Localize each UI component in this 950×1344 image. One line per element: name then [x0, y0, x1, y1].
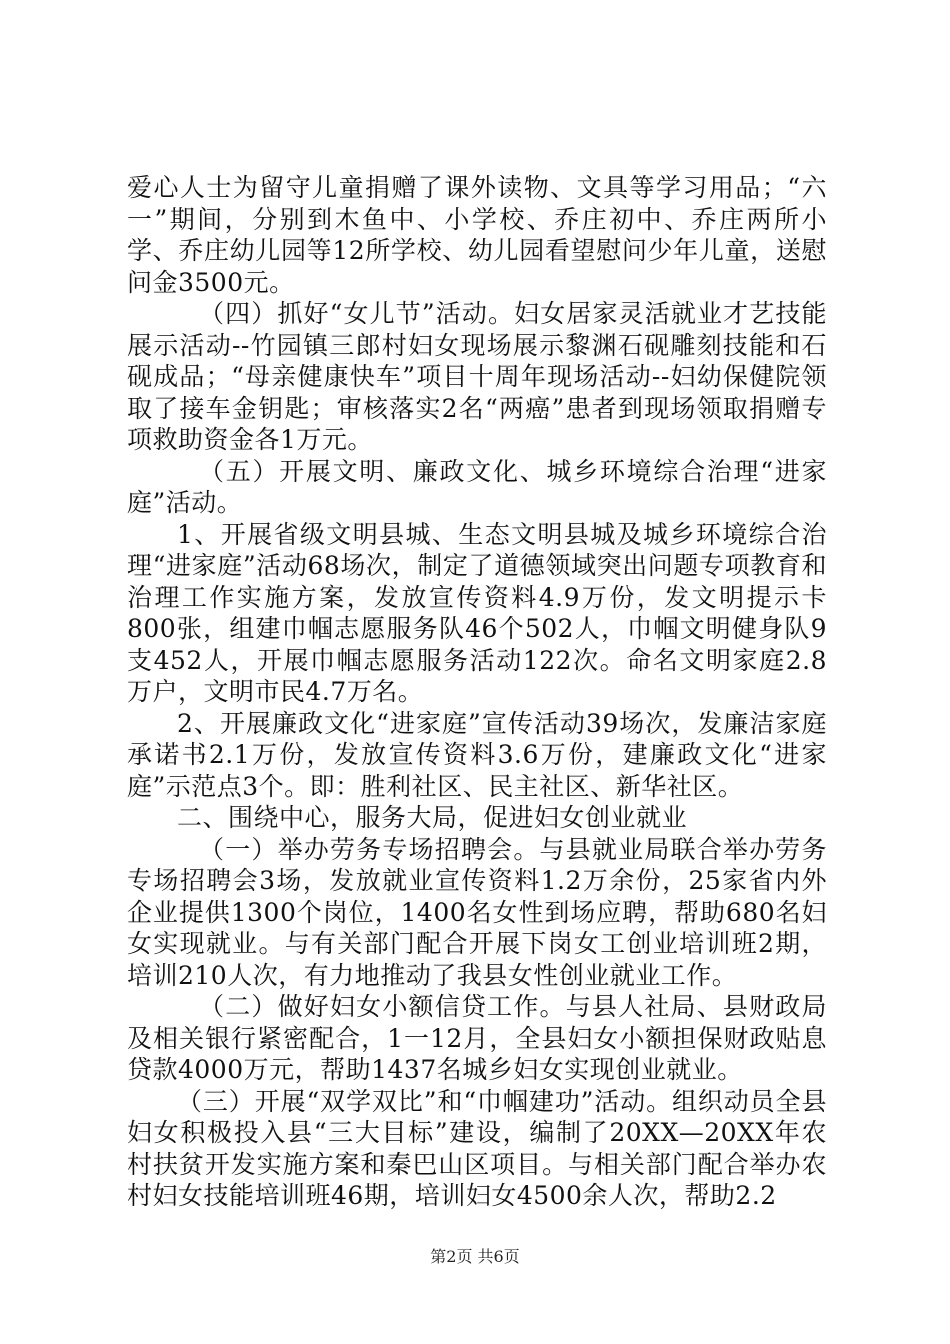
paragraph-subsection-3: （三）开展“双学双比”和“巾帼建功”活动。组织动员全县妇女积极投入县“三大目标”建设，编制了20XX—20XX年农村扶贫开发实施方案和秦巴山区项目。与相关部门配合举办农村妇女技能培训班46期，培训妇女4500余人次，帮助2.2: [127, 1086, 827, 1210]
heading-section-2: 二、围绕中心，服务大局，促进妇女创业就业: [177, 803, 688, 832]
paragraph-section-4: （四）抓好“女儿节”活动。妇女居家灵活就业才艺技能展示活动--竹园镇三郎村妇女现场展示黎渊石砚雕刻技能和石砚成品；“母亲健康快车”项目十周年现场活动--妇幼保健院领取了接车金钥匙；审核落实2名“两癌”患者到现场领取捐赠专项救助资金各1万元。: [127, 299, 827, 454]
paragraph-subsection-1: （一）举办劳务专场招聘会。与县就业局联合举办劳务专场招聘会3场，发放就业宣传资料1.2万余份，25家省内外企业提供1300个岗位，1400名女性到场应聘，帮助680名妇女实现就业。与有关部门配合开展下岗女工创业培训班2期，培训210人次，有力地推动了我县女性创业就业工作。: [127, 834, 827, 990]
page-number-footer: 第2页 共6页: [430, 1247, 520, 1266]
paragraph-continuation: 爱心人士为留守儿童捐赠了课外读物、文具等学习用品；“六一”期间，分别到木鱼中、小学校、乔庄初中、乔庄两所小学、乔庄幼儿园等12所学校、幼儿园看望慰问少年儿童，送慰问金3500元。: [127, 173, 827, 297]
paragraph-item-2: 2、开展廉政文化“进家庭”宣传活动39场次，发廉洁家庭承诺书2.1万份，发放宣传资料3.6万份，建廉政文化“进家庭”示范点3个。即：胜利社区、民主社区、新华社区。: [127, 708, 827, 801]
paragraph-item-1: 1、开展省级文明县城、生态文明县城及城乡环境综合治理“进家庭”活动68场次，制定了道德领域突出问题专项教育和治理工作实施方案，发放宣传资料4.9万份，发文明提示卡800张，组建巾帼志愿服务队46个502人，巾帼文明健身队9支452人，开展巾帼志愿服务活动122次。命名文明家庭2.8万户，文明市民4.7万名。: [127, 519, 827, 706]
document-body: [127, 172, 827, 1212]
paragraph-section-5: （五）开展文明、廉政文化、城乡环境综合治理“进家庭”活动。: [127, 456, 827, 517]
paragraph-subsection-2: （二）做好妇女小额信贷工作。与县人社局、县财政局及相关银行紧密配合，1一12月，全县妇女小额担保财政贴息贷款4000万元，帮助1437名城乡妇女实现创业就业。: [127, 992, 827, 1084]
